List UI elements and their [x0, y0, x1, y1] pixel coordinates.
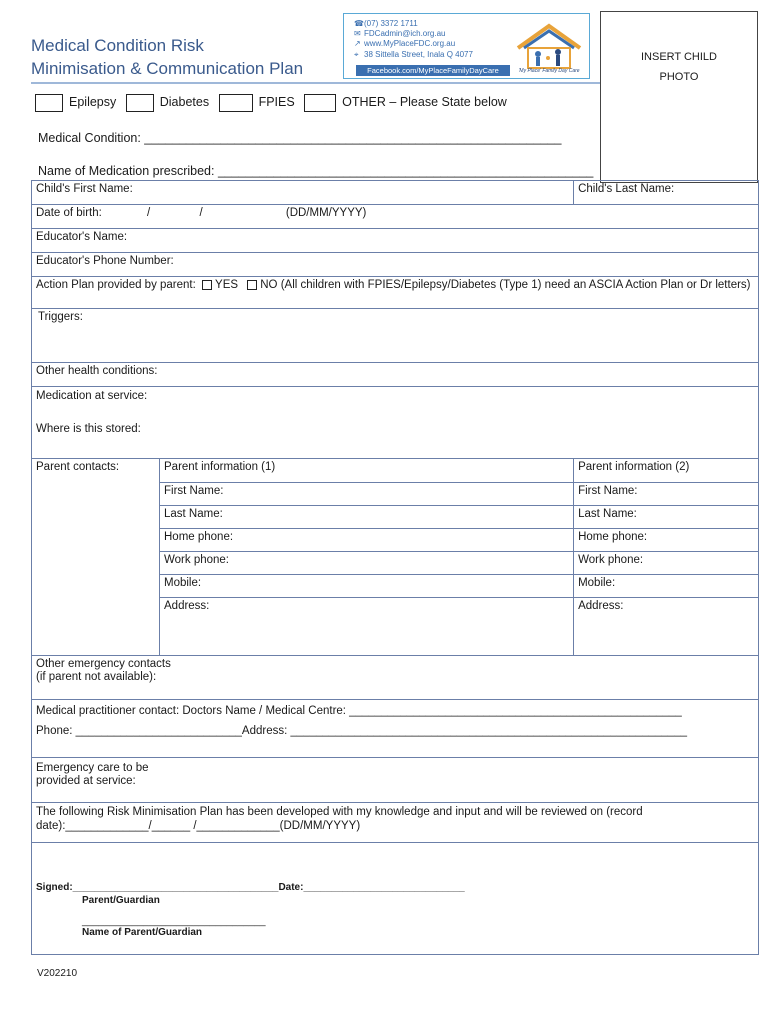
- header-divider: [31, 82, 600, 84]
- condition-options: [35, 94, 513, 112]
- dob-slash-2: /: [199, 207, 203, 219]
- name-parent-label: Name of Parent/Guardian: [82, 927, 203, 938]
- version-label: V202210: [37, 968, 78, 979]
- no-label: NO: [260, 279, 278, 291]
- p2-mobile[interactable]: Mobile:: [574, 575, 759, 598]
- contact-email: ✉ FDCadmin@ich.org.au: [354, 29, 446, 38]
- action-plan-label: Action Plan provided by parent:: [36, 279, 196, 291]
- action-plan-note: (All children with FPIES/Epilepsy/Diabetes (Type 1) need an ASCIA Action Plan or Dr letters): [280, 279, 751, 291]
- first-name-label: Child's First Name:: [36, 183, 133, 195]
- title-line-2: Minimisation & Communication Plan: [31, 59, 304, 78]
- page-title: [31, 34, 303, 80]
- p2-work-phone[interactable]: Work phone:: [574, 552, 759, 575]
- p2-address[interactable]: Address:: [574, 598, 759, 656]
- cursor-icon: ↗: [354, 39, 361, 48]
- p1-address[interactable]: Address:: [160, 598, 574, 656]
- name-line: _________________________________: [82, 916, 266, 927]
- review-cell[interactable]: [32, 803, 759, 843]
- dob-cell[interactable]: [32, 205, 759, 229]
- other-label: OTHER – Please State below: [342, 95, 507, 110]
- plan-form-table: [31, 180, 759, 955]
- parent-contacts-label: Parent contacts:: [36, 461, 120, 473]
- emergency-care-line-1: Emergency care to be: [36, 762, 149, 774]
- practitioner-cell[interactable]: [32, 700, 759, 758]
- child-photo-box[interactable]: [600, 11, 758, 183]
- p2-home-phone[interactable]: Home phone:: [574, 529, 759, 552]
- signature-cell[interactable]: [32, 843, 759, 955]
- dob-label: Date of birth:: [36, 207, 102, 219]
- last-name-cell[interactable]: [574, 181, 759, 205]
- location-pin-icon: ⌖: [354, 50, 359, 59]
- yes-label: YES: [215, 279, 239, 291]
- medication-prescribed-field[interactable]: Name of Medication prescribed: ______________________________________________________: [38, 164, 594, 178]
- p2-last-name[interactable]: Last Name:: [574, 506, 759, 529]
- my-place-logo: [512, 22, 586, 78]
- educator-phone-label: Educator's Phone Number:: [36, 255, 174, 267]
- facebook-bar: Facebook.com/MyPlaceFamilyDayCare: [356, 65, 510, 76]
- other-emergency-line-2: (if parent not available):: [36, 671, 157, 683]
- emergency-care-cell[interactable]: [32, 758, 759, 803]
- diabetes-label: Diabetes: [159, 95, 210, 110]
- other-conditions-label: Other health conditions:: [36, 365, 158, 377]
- epilepsy-label: Epilepsy: [69, 95, 117, 110]
- p2-first-name[interactable]: First Name:: [574, 483, 759, 506]
- review-text: The following Risk Minimisation Plan has been developed with my knowledge and input and will be reviewed on (record date):_____________/______ /_____________(DD/MM/YYYY): [36, 806, 643, 832]
- practitioner-line: Medical practitioner contact: Doctors Name / Medical Centre: ____________________________________________________: [36, 705, 682, 717]
- yes-checkbox[interactable]: [202, 280, 212, 290]
- p1-work-phone[interactable]: Work phone:: [160, 552, 574, 575]
- epilepsy-checkbox[interactable]: [35, 94, 63, 112]
- dob-format: (DD/MM/YYYY): [285, 207, 367, 219]
- photo-label-2: PHOTO: [659, 71, 699, 83]
- diabetes-extra-box[interactable]: [219, 94, 253, 112]
- educator-name-cell[interactable]: [32, 229, 759, 253]
- other-conditions-cell[interactable]: [32, 363, 759, 387]
- p1-home-phone[interactable]: Home phone:: [160, 529, 574, 552]
- parent-contacts-cell: [32, 459, 160, 656]
- educator-name-label: Educator's Name:: [36, 231, 128, 243]
- where-stored-label: Where is this stored:: [36, 423, 141, 435]
- contact-web: ↗ www.MyPlaceFDC.org.au: [354, 39, 456, 48]
- contact-phone: ☎(07) 3372 1711: [354, 19, 418, 28]
- medication-service-cell[interactable]: [32, 387, 759, 459]
- educator-phone-cell[interactable]: [32, 253, 759, 277]
- action-plan-cell: [32, 277, 759, 309]
- phone-icon: ☎: [354, 19, 364, 28]
- diabetes-checkbox[interactable]: [126, 94, 154, 112]
- medical-condition-field[interactable]: Medical Condition: ____________________________________________________________: [38, 131, 562, 145]
- title-line-1: Medical Condition Risk: [31, 36, 204, 55]
- triggers-cell[interactable]: [32, 309, 759, 363]
- no-checkbox[interactable]: [247, 280, 257, 290]
- p1-mobile[interactable]: Mobile:: [160, 575, 574, 598]
- fpies-label: FPIES: [258, 95, 295, 110]
- dob-slash-1: /: [147, 207, 151, 219]
- last-name-label: Child's Last Name:: [578, 183, 675, 195]
- emergency-care-line-2: provided at service:: [36, 775, 136, 787]
- medication-service-label: Medication at service:: [36, 390, 148, 402]
- logo-caption: 'My Place' Family Day Care: [518, 68, 580, 74]
- parent-guardian-label: Parent/Guardian: [82, 895, 160, 906]
- contact-address: ⌖ 38 Sittella Street, Inala Q 4077: [354, 50, 473, 59]
- p1-last-name[interactable]: Last Name:: [160, 506, 574, 529]
- other-emergency-line-1: Other emergency contacts: [36, 658, 171, 670]
- contact-box: [343, 13, 590, 79]
- signed-line: Signed:_____________________________________Date:_____________________________: [36, 882, 465, 893]
- triggers-label: Triggers:: [38, 311, 83, 323]
- email-icon: ✉: [354, 29, 361, 38]
- photo-label-1: INSERT CHILD: [640, 51, 717, 63]
- other-emergency-cell[interactable]: [32, 656, 759, 700]
- phone-address-line: Phone: __________________________Address: ______________________________________________________________: [36, 725, 688, 737]
- parent2-header: Parent information (2): [574, 459, 759, 483]
- parent1-header: Parent information (1): [160, 459, 574, 483]
- p1-first-name[interactable]: First Name:: [160, 483, 574, 506]
- fpies-checkbox[interactable]: [304, 94, 336, 112]
- first-name-cell[interactable]: [32, 181, 574, 205]
